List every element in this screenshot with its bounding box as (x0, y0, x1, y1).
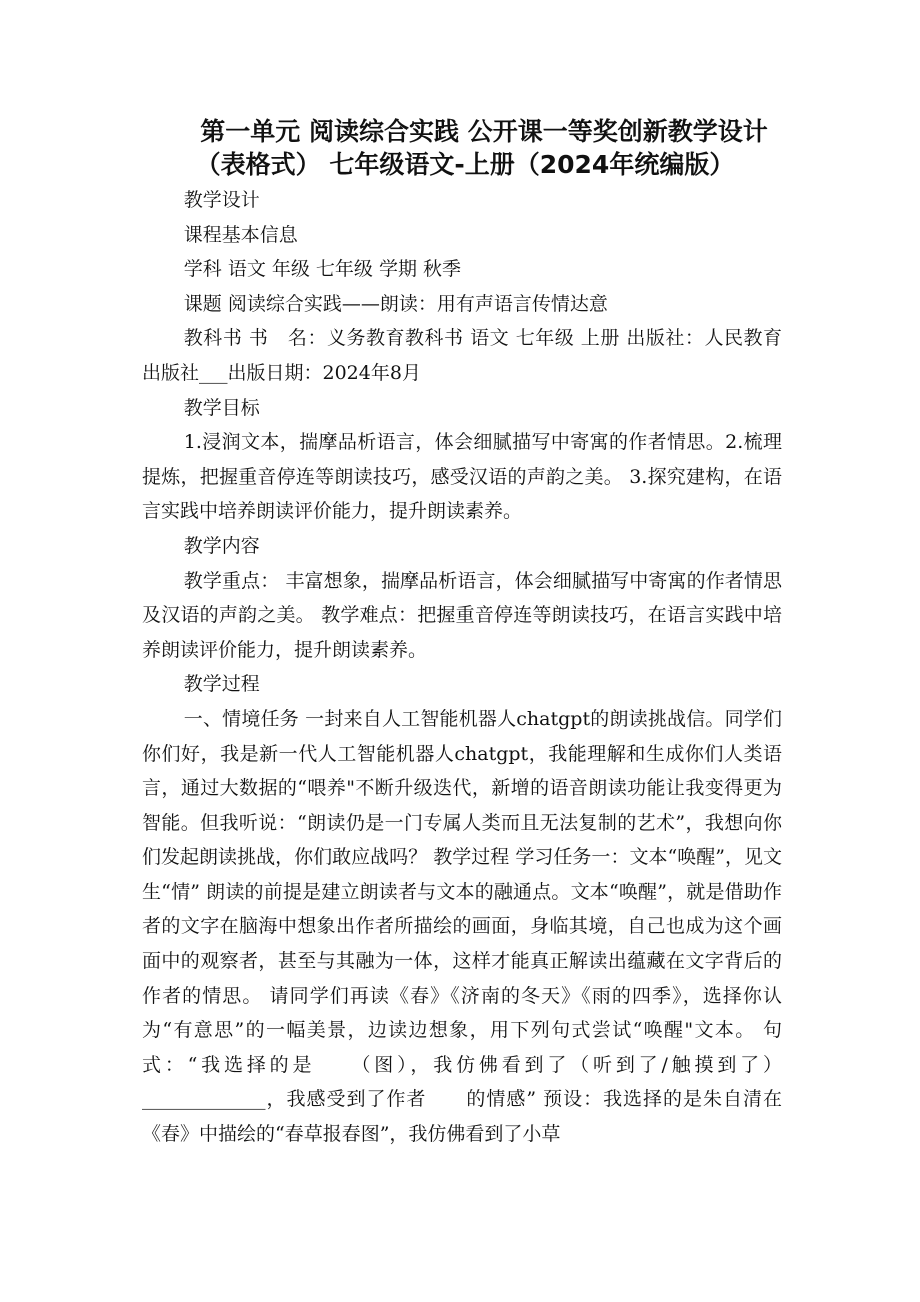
process-paragraph: 一、情境任务 一封来自人工智能机器人chatgpt的朗读挑战信。同学们你们好，我是新一代人工智能机器人chatgpt，我能理解和生成你们人类语言，通过大数据的“喂养"不断升级迭代，新增的语音朗读功能让我变得更为智能。但我听说：“朗读仍是一门专属人类而且无法复制的艺术”，我想向你们发起朗读挑战，你们敢应战吗？ 教学过程 学习任务一：文本“唤醒”，见文生“情” 朗读的前提是建立朗读者与文本的融通点。文本“唤醒”，就是借助作者的文字在脑海中想象出作者所描绘的画面，身临其境，自己也成为这个画面中的观察者，甚至与其融为一体，这样才能真正解读出蕴藏在文字背后的作者的情思。 请同学们再读《春》《济南的冬天》《雨的四季》，选择你认为“有意思”的一幅美景，边读边想象，用下列句式尝试“唤醒"文本。 句式：“我选择的是 （图），我仿佛看到了（听到了/触摸到了）_____________，我感受到了作者 的情感” 预设：我选择的是朱自清在《春》中描绘的“春草报春图”，我仿佛看到了小草 (142, 707, 782, 1146)
document-title-line-2: （表格式） 七年级语文-上册（2024年统编版） (195, 150, 735, 179)
section-heading-teaching-design: 教学设计 (183, 189, 260, 211)
textbook-info-paragraph: 教科书 书 名：义务教育教科书 语文 七年级 上册 出版社：人民教育出版社___出版日期：2024年8月 (142, 327, 782, 384)
document-body (142, 183, 782, 1152)
section-heading-content: 教学内容 (183, 534, 260, 557)
section-heading-process: 教学过程 (183, 673, 260, 696)
course-subject-line: 学科 语文 年级 七年级 学期 秋季 (183, 258, 461, 281)
section-heading-course-info: 课程基本信息 (183, 223, 298, 246)
objectives-paragraph: 1.浸润文本，揣摩品析语言，体会细腻描写中寄寓的作者情思。2.梳理提炼，把握重音停连等朗读技巧，感受汉语的声韵之美。 3.探究建构，在语言实践中培养朗读评价能力，提升朗读素养。 (142, 431, 782, 523)
course-topic-line: 课题 阅读综合实践——朗读：用有声语言传情达意 (183, 292, 608, 315)
document-title-line-1: 第一单元 阅读综合实践 公开课一等奖创新教学设计 (200, 117, 768, 146)
key-points-paragraph: 教学重点： 丰富想象，揣摩品析语言，体会细腻描写中寄寓的作者情思及汉语的声韵之美。 教学难点：把握重音停连等朗读技巧，在语言实践中培养朗读评价能力，提升朗读素养。 (142, 569, 782, 661)
section-heading-objectives: 教学目标 (183, 396, 260, 419)
